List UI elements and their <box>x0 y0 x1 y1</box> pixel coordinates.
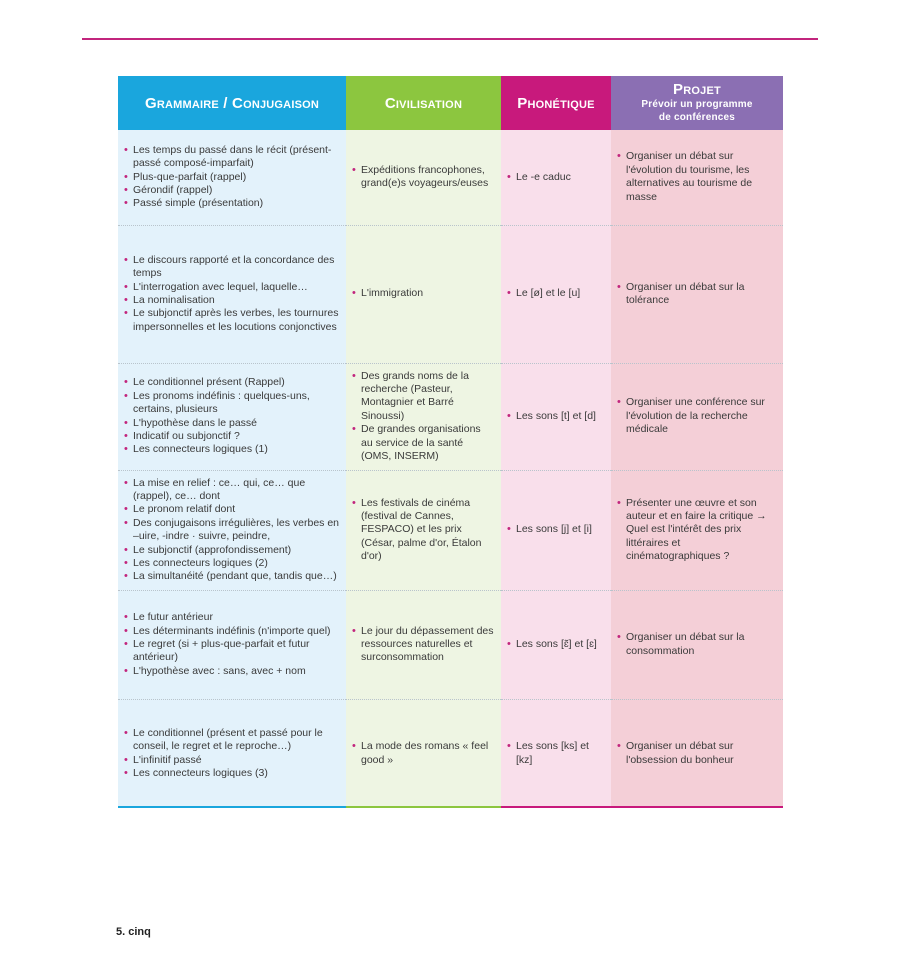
civilisation-list <box>352 497 495 564</box>
header-phonetique: Phonétique <box>501 76 611 130</box>
cell-grammar <box>118 130 346 225</box>
list-item: • Le jour du dépassement des ressources naturelles et surconsommation <box>352 625 495 665</box>
list-item: • Présenter une œuvre et son auteur et en faire la critique → Quel est l'intérêt des prix littéraires et cinématographiques ? <box>617 497 777 564</box>
page-number: 5. cinq <box>116 926 151 938</box>
list-item: • Le [ø] et le [u] <box>507 287 605 300</box>
table-header-row <box>118 76 783 130</box>
list-item: • Les connecteurs logiques (1) <box>124 443 340 456</box>
cell-phonetique <box>501 699 611 807</box>
cell-civilisation <box>346 470 501 590</box>
list-item: • Les sons [ks] et [kz] <box>507 740 605 767</box>
cell-phonetique <box>501 363 611 470</box>
cell-grammar <box>118 699 346 807</box>
civilisation-list <box>352 370 495 464</box>
projet-list <box>617 631 777 658</box>
list-item: • La mise en relief : ce… qui, ce… que (rappel), ce… dont <box>124 477 340 504</box>
list-item: • Organiser une conférence sur l'évolution de la recherche médicale <box>617 396 777 436</box>
list-item: • Les festivals de cinéma (festival de Cannes, FESPACO) et les prix (César, palme d'or, Étalon d'or) <box>352 497 495 564</box>
list-item: • L'immigration <box>352 287 495 300</box>
list-item: • L'hypothèse avec : sans, avec + nom <box>124 665 340 678</box>
cell-civilisation <box>346 590 501 699</box>
projet-subtitle-line2: de conférences <box>658 112 736 123</box>
list-item: • Le -e caduc <box>507 171 605 184</box>
civilisation-list <box>352 287 495 300</box>
table-row <box>118 590 783 699</box>
list-item: • Les temps du passé dans le récit (présent-passé composé-imparfait) <box>124 144 340 171</box>
projet-list <box>617 150 777 204</box>
curriculum-table <box>118 76 783 807</box>
list-item: • Les pronoms indéfinis : quelques-uns, certains, plusieurs <box>124 390 340 417</box>
table-row <box>118 363 783 470</box>
grammar-list <box>124 144 340 211</box>
list-item: • L'infinitif passé <box>124 754 340 767</box>
phonetique-list <box>507 171 605 184</box>
table-row <box>118 699 783 807</box>
list-item: • Des conjugaisons irrégulières, les verbes en –uire, -indre · suivre, peindre, <box>124 517 340 544</box>
cell-grammar <box>118 363 346 470</box>
list-item: • Le subjonctif (approfondissement) <box>124 544 340 557</box>
table-row <box>118 225 783 363</box>
cell-grammar <box>118 590 346 699</box>
list-item: • Le futur antérieur <box>124 611 340 624</box>
cell-phonetique <box>501 470 611 590</box>
cell-grammar <box>118 470 346 590</box>
cell-civilisation <box>346 130 501 225</box>
list-item: • Organiser un débat sur l'obsession du bonheur <box>617 740 777 767</box>
projet-list <box>617 740 777 767</box>
list-item: • Les sons [j] et [i] <box>507 523 605 536</box>
list-item: • L'interrogation avec lequel, laquelle… <box>124 281 340 294</box>
header-civilisation: Civilisation <box>346 76 501 130</box>
list-item: • Gérondif (rappel) <box>124 184 340 197</box>
cell-grammar <box>118 225 346 363</box>
phonetique-list <box>507 740 605 767</box>
list-item: • Expéditions francophones, grand(e)s voyageurs/euses <box>352 164 495 191</box>
cell-projet <box>611 130 783 225</box>
civilisation-list <box>352 625 495 665</box>
cell-projet <box>611 225 783 363</box>
header-grammaire: Grammaire / Conjugaison <box>118 76 346 130</box>
list-item: • Le conditionnel présent (Rappel) <box>124 376 340 389</box>
phonetique-list <box>507 523 605 536</box>
civilisation-list <box>352 164 495 191</box>
list-item: • L'hypothèse dans le passé <box>124 417 340 430</box>
list-item: • Le conditionnel (présent et passé pour le conseil, le regret et le reproche…) <box>124 727 340 754</box>
list-item: • Organiser un débat sur l'évolution du tourisme, les alternatives au tourisme de masse <box>617 150 777 204</box>
bottom-divider <box>118 806 783 808</box>
grammar-list <box>124 477 340 584</box>
list-item: • Les sons [t] et [d] <box>507 410 605 423</box>
list-item: • La simultanéité (pendant que, tandis que…) <box>124 570 340 583</box>
cell-civilisation <box>346 225 501 363</box>
top-divider <box>82 38 818 40</box>
list-item: • Plus-que-parfait (rappel) <box>124 171 340 184</box>
table-row <box>118 470 783 590</box>
civilisation-list <box>352 740 495 767</box>
projet-subtitle-line1: Prévoir un programme <box>641 99 753 110</box>
grammar-list <box>124 254 340 334</box>
cell-phonetique <box>501 590 611 699</box>
grammar-list <box>124 376 340 456</box>
list-item: • Le subjonctif après les verbes, les tournures impersonnelles et les locutions conjonctives <box>124 307 340 334</box>
cell-civilisation <box>346 363 501 470</box>
list-item: • Les connecteurs logiques (3) <box>124 767 340 780</box>
list-item: • Le regret (si + plus-que-parfait et futur antérieur) <box>124 638 340 665</box>
phonetique-list <box>507 287 605 300</box>
cell-projet <box>611 470 783 590</box>
phonetique-list <box>507 638 605 651</box>
list-item: • Des grands noms de la recherche (Pasteur, Montagnier et Barré Sinoussi) <box>352 370 495 424</box>
list-item: • Les déterminants indéfinis (n'importe quel) <box>124 625 340 638</box>
list-item: • La mode des romans « feel good » <box>352 740 495 767</box>
cell-projet <box>611 363 783 470</box>
header-projet <box>611 76 783 130</box>
list-item: • La nominalisation <box>124 294 340 307</box>
cell-phonetique <box>501 130 611 225</box>
list-item: • De grandes organisations au service de la santé (OMS, INSERM) <box>352 423 495 463</box>
list-item: • Organiser un débat sur la tolérance <box>617 281 777 308</box>
cell-projet <box>611 590 783 699</box>
grammar-list <box>124 727 340 781</box>
cell-projet <box>611 699 783 807</box>
list-item: • Indicatif ou subjonctif ? <box>124 430 340 443</box>
projet-list <box>617 497 777 564</box>
list-item: • Le discours rapporté et la concordance des temps <box>124 254 340 281</box>
projet-list <box>617 396 777 436</box>
projet-list <box>617 281 777 308</box>
cell-phonetique <box>501 225 611 363</box>
list-item: • Les sons [ɛ̃] et [ɛ] <box>507 638 605 651</box>
phonetique-list <box>507 410 605 423</box>
projet-title: Projet <box>673 81 721 98</box>
grammar-list <box>124 611 340 678</box>
list-item: • Passé simple (présentation) <box>124 197 340 210</box>
list-item: • Le pronom relatif dont <box>124 503 340 516</box>
list-item: • Les connecteurs logiques (2) <box>124 557 340 570</box>
cell-civilisation <box>346 699 501 807</box>
list-item: • Organiser un débat sur la consommation <box>617 631 777 658</box>
table-row <box>118 130 783 225</box>
